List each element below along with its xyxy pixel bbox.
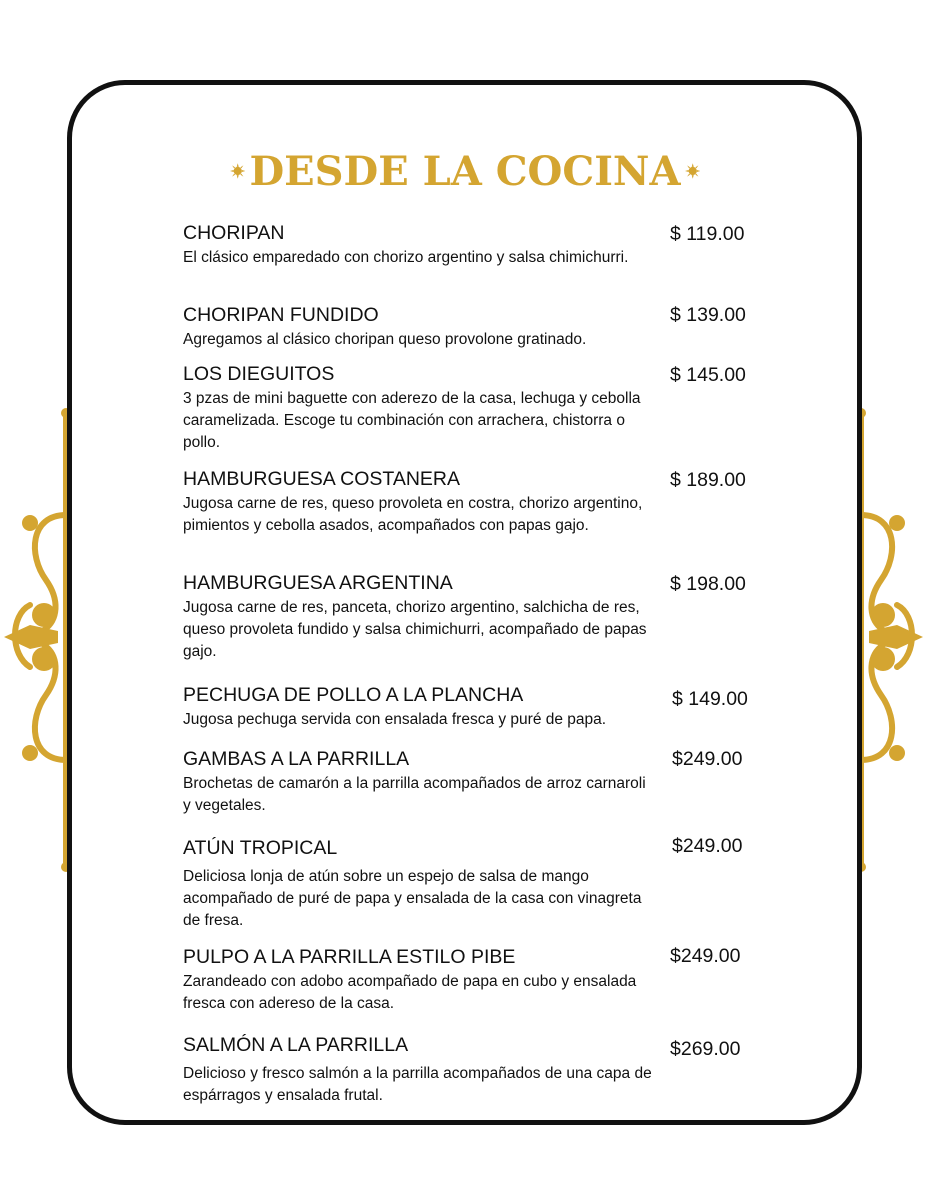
item-name: LOS DIEGUITOS xyxy=(183,363,335,385)
item-name: CHORIPAN FUNDIDO xyxy=(183,304,379,326)
item-description: Delicioso y fresco salmón a la parrilla acompañados de una capa de espárragos y ensalada frutal. xyxy=(183,1065,652,1104)
item-name: PECHUGA DE POLLO A LA PLANCHA xyxy=(183,684,524,706)
item-name: SALMÓN A LA PARRILLA xyxy=(183,1034,409,1056)
item-name: HAMBURGUESA COSTANERA xyxy=(183,468,461,490)
item-price: $269.00 xyxy=(670,1038,741,1060)
item-price: $ 149.00 xyxy=(672,688,748,710)
item-price: $ 189.00 xyxy=(670,469,746,491)
item-description: Deliciosa lonja de atún sobre un espejo de salsa de mango acompañado de puré de papa y ensalada de la casa con vinagreta de fresa. xyxy=(183,868,642,929)
item-price: $ 198.00 xyxy=(670,573,746,595)
item-name: ATÚN TROPICAL xyxy=(183,837,338,859)
item-price: $ 145.00 xyxy=(670,364,746,386)
item-description: Jugosa carne de res, panceta, chorizo argentino, salchicha de res, queso provoleta fundido y salsa chimichurri, acompañado de papas gajo. xyxy=(183,599,647,660)
item-price: $ 139.00 xyxy=(670,304,746,326)
menu-title: DESDE LA COCINA xyxy=(249,147,681,195)
item-price: $249.00 xyxy=(672,748,743,770)
item-name: PULPO A LA PARRILLA ESTILO PIBE xyxy=(183,946,516,968)
item-name: GAMBAS A LA PARRILLA xyxy=(183,748,410,770)
item-price: $249.00 xyxy=(672,835,743,857)
menu-header xyxy=(230,143,700,199)
item-description: Brochetas de camarón a la parrilla acompañados de arroz carnaroli y vegetales. xyxy=(183,775,646,814)
item-description: Jugosa pechuga servida con ensalada fresca y puré de papa. xyxy=(183,711,607,728)
item-name: CHORIPAN xyxy=(183,222,285,244)
item-description: Zarandeado con adobo acompañado de papa en cubo y ensalada fresca con adereso de la casa. xyxy=(183,973,637,1012)
item-description: El clásico emparedado con chorizo argentino y salsa chimichurri. xyxy=(183,249,629,266)
item-description: Jugosa carne de res, queso provoleta en costra, chorizo argentino, pimientos y cebolla asados, acompañados con papas gajo. xyxy=(183,495,643,534)
item-price: $249.00 xyxy=(670,945,741,967)
item-description: Agregamos al clásico choripan queso provolone gratinado. xyxy=(183,331,587,348)
sun-icon xyxy=(685,156,700,186)
item-description: 3 pzas de mini baguette con aderezo de la casa, lechuga y cebolla caramelizada. Escoge tu combinación con arrachera, chistorra o pollo. xyxy=(183,390,641,451)
item-price: $ 119.00 xyxy=(670,223,745,245)
item-name: HAMBURGUESA ARGENTINA xyxy=(183,572,453,594)
sun-icon xyxy=(230,156,245,186)
